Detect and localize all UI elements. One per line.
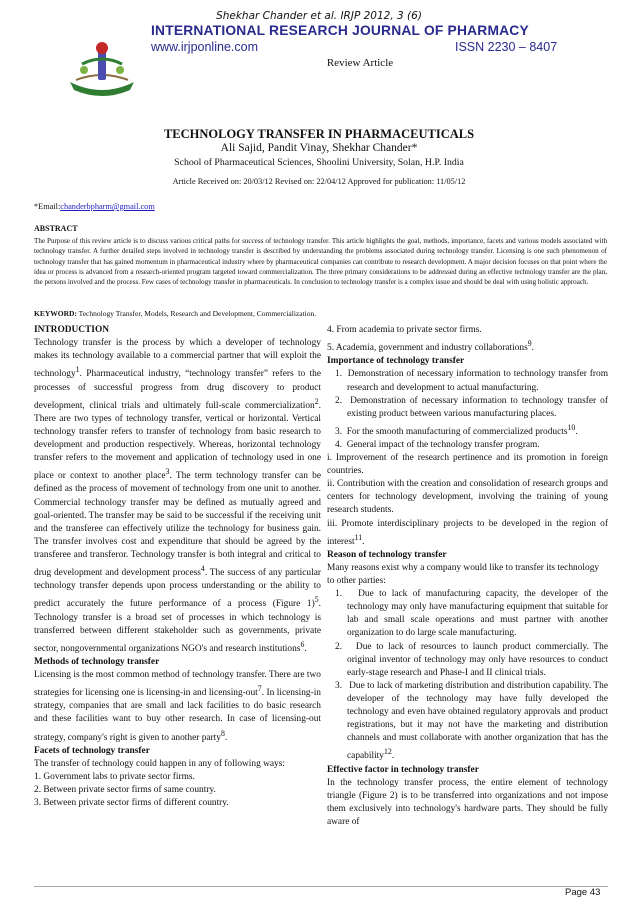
list-item: iii. Promote interdisciplinary projects to be developed in the region of interest$^{11}$. [327,518,608,547]
citation: 8 [220,728,225,738]
citation: 3 [165,467,170,477]
paper-title: TECHNOLOGY TRANSFER IN PHARMACEUTICALS [163,127,475,141]
keywords [34,309,607,318]
list-item: 2. Due to lack of resources to launch product commercially. The original inventor of technology may only have resources to conduct early-stage research and Phase-I and II clinical trials. [335,641,608,678]
citation: 5 [314,595,319,605]
right-column [327,324,608,829]
paper-affiliation: School of Pharmaceutical Sciences, Shoolini University, Solan, H.P. India [174,157,464,168]
list-item: 1. Due to lack of manufacturing capacity, the developer of the technology may only have manufacturing equipment that suitable for lab and small scale operations and must partner with another organization to do large scale manufacturing. [335,589,608,639]
introduction-heading: INTRODUCTION [34,325,110,335]
list-item: 2. Between private sector firms of same country. [34,785,216,795]
effective-paragraph: In the technology transfer process, the entire element of technology triangle (Figure 2) is to be transferred into organizations and not impose them exclusively into technology's hardware parts. They should be fully aware of [327,777,608,827]
list-item: 2. Demonstration of necessary information to technology transfer of existing product between various manufacturing places. [335,395,608,419]
journal-issn: ISSN 2230 – 8407 [455,40,558,54]
journal-url[interactable]: www.irjponline.com [151,40,258,54]
running-header: Shekhar Chander et al. IRJP 2012, 3 (6) [216,10,422,22]
abstract-text: The Purpose of this review article is to discuss various critical paths for success of technology transfer. This article highlights the goal, methods, importance, facets and various models associated with technology transfer. A further detailed steps involved in technology transfer is described by understanding the problems associated during technology transfer. Licensing is one such phenomenon of technology transfer that has gained momentum in pharmaceutical industry where by pharmaceutical companies can contribute to research development. A major decision focuses on that point where the idea or process is advanced from a research-oriented program targeted toward commercialization. The three primary considerations to be addressed during an effective technology transfer are the plan, the persons involved and the process. Few cases of technology transfer in pharmaceuticals. In conclusion to technology transfer is a complex issue and should be deal with using holistic approach. [34,237,607,287]
methods-paragraph: Licensing is the most common method of technology transfer. There are two strategies for licensing one is licensing-in and licensing-out$^7$. In licensing-in strategy, companies that are small and lack facilities to do basic research and these facilities want to buy other research. In case of licensing-out strategy, company's right is given to another party$^8$. [34,670,321,743]
effective-heading: Effective factor in technology transfer [327,764,479,775]
keywords-text: Technology Transfer, Models, Research and Development, Commercialization. [78,309,317,318]
citation: 12 [383,747,392,757]
list-item: ii. Contribution with the creation and consolidation of research groups and centers for technology development, involving the training of young research students. [327,479,608,516]
citation: 2 [314,396,319,406]
list-item: i. Improvement of the research pertinence and its promotion in foreign countries. [327,453,608,477]
journal-title: INTERNATIONAL RESEARCH JOURNAL OF PHARMACY [151,23,529,38]
list-item: 4. From academia to private sector firms. [327,325,482,335]
list-item: 1. Demonstration of necessary information to technology transfer from research and development to actual manufacturing. [335,369,608,393]
email-link[interactable]: chanderbpharm@gmail.com [60,202,155,211]
list-item: 3. Between private sector firms of different country. [34,798,229,809]
list-item: 3. Due to lack of marketing distribution and distribution capability. The developer of the technology may have fully developed the technology and even have obtained regulatory approvals and product registrations, but it may not have the marketing and distribution channels and must collaborate with another organization that has the capability$^{12}$. [335,680,608,762]
email-label: *Email: [34,202,61,211]
keywords-label: KEYWORD: [34,309,77,318]
citation: 1 [75,365,80,375]
citation: 9 [527,339,532,349]
citation: 7 [257,684,262,694]
page-number: Page 43 [565,887,601,898]
list-item: 3. For the smooth manufacturing of commercialized products$^{10}$. [335,422,578,437]
facets-heading: Facets of technology transfer [34,745,150,756]
abstract-heading: ABSTRACT [34,224,78,233]
reason-heading: Reason of technology transfer [327,549,447,560]
introduction-paragraph: Technology transfer is the process by which a developer of technology makes its technology available to a commercial partner that will exploit the technology$^1$. Pharmaceutical industry, “technology transfer” refers to the processes of successful progress from drug discovery to product development, clinical trials and ultimately full-scale commercialization$^2$. There are two types of technology transfer, vertical or horizontal. Vertical technology transfer refers to transfer of technology from basic research to development and production respectively. Whereas, horizontal technology transfer refers to the movement and application of technology used in one place or context to another place$^3$. The term technology transfer can be defined as the process of movement of technology from one unit to another. Commercial technology transfer may be defined as mutually agreed and goal-oriented. The transfer may be said to be successful if the receiving unit and the transferee can effectively utilize the technology for business gain. The transfer involves cost and expenditure that should be agreed by the transferee and transferor. Technology transfer is both integral and critical to drug development and development process$^4$. The success of any particular technology transfer depends upon process understanding or the ability to predict accurately the future performance of a process (Figure 1)$^5$. Technology transfer is a broad set of processes in which technology is transferred between different stakeholder such as governments, private sector, nongovernmental organizations NGO's and research institutions$^6$. [34,338,321,654]
reason-paragraph: Many reasons exist why a company would like to transfer its technology to other parties: [327,562,600,587]
methods-heading: Methods of technology transfer [34,656,160,667]
article-type: Review Article [326,57,394,69]
citation: 11 [354,532,363,542]
left-column [34,324,321,810]
article-dates: Article Received on: 20/03/12 Revised on: 22/04/12 Approved for publication: 11/05/12 [172,177,466,186]
facets-paragraph: The transfer of technology could happen in any of following ways: [34,758,285,769]
citation: 10 [567,422,576,432]
footer-divider [34,886,608,887]
list-item: 5. Academia, government and industry collaborations$^9$. [327,339,534,354]
paper-authors: Ali Sajid, Pandit Vinay, Shekhar Chander* [220,142,418,154]
citation: 6 [300,639,305,649]
journal-logo-icon [62,40,142,100]
importance-heading: Importance of technology transfer [327,356,465,367]
corresponding-email [34,202,155,211]
list-item: 4. General impact of the technology transfer program. [335,440,540,450]
list-item: 1. Government labs to private sector firms. [34,771,195,782]
citation: 4 [200,563,205,573]
